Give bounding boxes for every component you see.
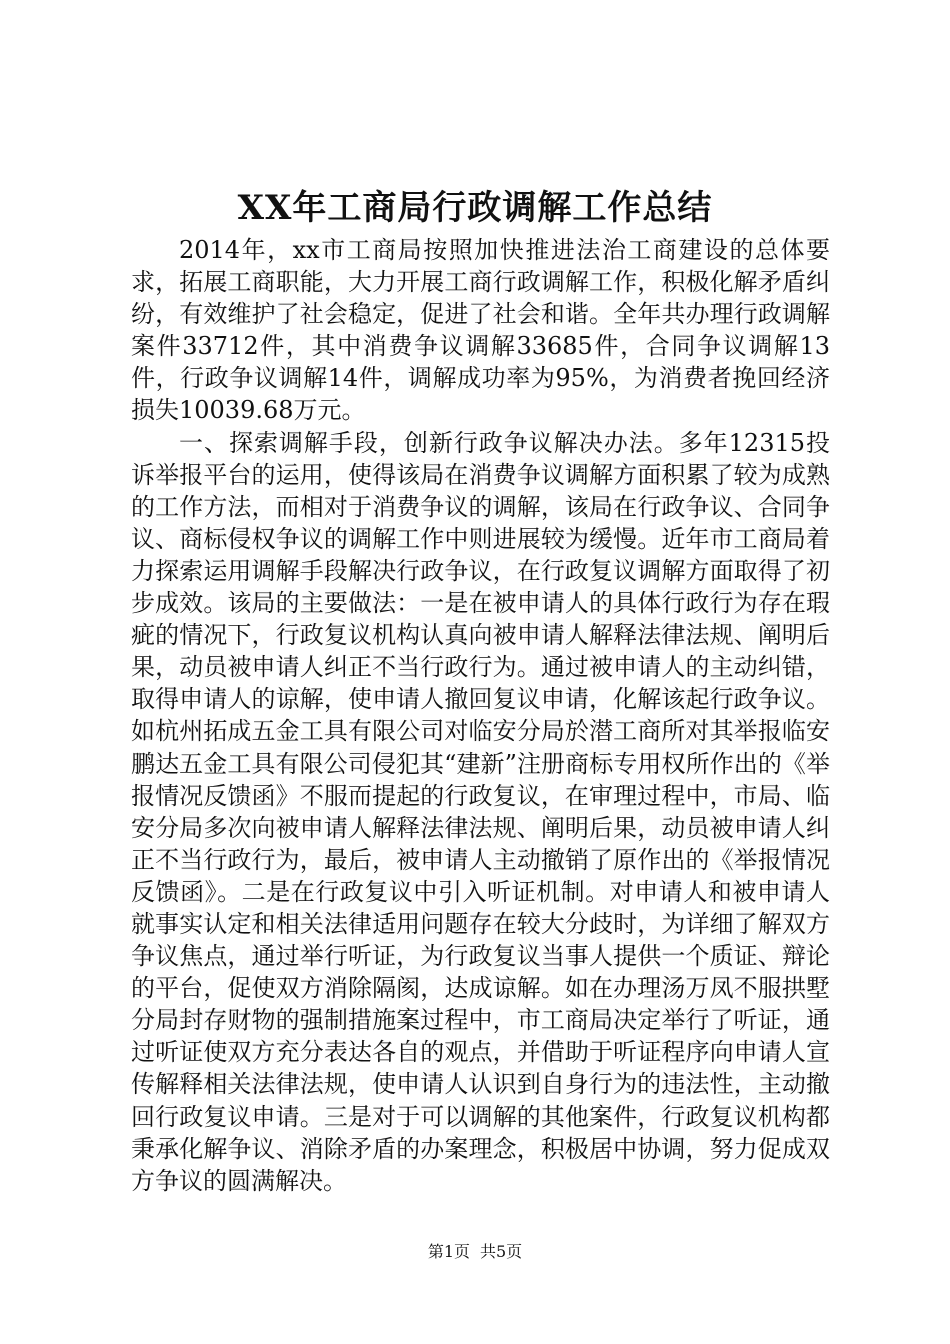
page-total: 共5页 <box>480 1242 523 1261</box>
document-title: XX年工商局行政调解工作总结 <box>237 188 713 228</box>
page-footer <box>0 1241 950 1263</box>
page-number: 第1页 <box>427 1242 470 1261</box>
paragraph-section-one: 一、探索调解手段，创新行政争议解决办法。多年12315投诉举报平台的运用，使得该局在消费争议调解方面积累了较为成熟的工作方法，而相对于消费争议的调解，该局在行政争议、合同争议、商标侵权争议的调解工作中则进展较为缓慢。近年市工商局着力探索运用调解手段解决行政争议，在行政复议调解方面取得了初步成效。该局的主要做法：一是在被申请人的具体行政行为存在瑕疵的情况下，行政复议机构认真向被申请人解释法律法规、阐明后果，动员被申请人纠正不当行政行为。通过被申请人的主动纠错，取得申请人的谅解，使申请人撤回复议申请，化解该起行政争议。如杭州拓成五金工具有限公司对临安分局於潜工商所对其举报临安鹏达五金工具有限公司侵犯其“建新”注册商标专用权所作出的《举报情况反馈函》不服而提起的行政复议，在审理过程中，市局、临安分局多次向被申请人解释法律法规、阐明后果，动员被申请人纠正不当行政行为，最后，被申请人主动撤销了原作出的《举报情况反馈函》。二是在行政复议中引入听证机制。对申请人和被申请人就事实认定和相关法律适用问题存在较大分歧时，为详细了解双方争议焦点，通过举行听证，为行政复议当事人提供一个质证、辩论的平台，促使双方消除隔阂，达成谅解。如在办理汤万凤不服拱墅分局封存财物的强制措施案过程中，市工商局决定举行了听证，通过听证使双方充分表达各自的观点，并借助于听证程序向申请人宣传解释相关法律法规，使申请人认识到自身行为的违法性，主动撤回行政复议申请。三是对于可以调解的其他案件，行政复议机构都秉承化解争议、消除矛盾的办案理念，积极居中协调，努力促成双方争议的圆满解决。 <box>131 428 830 1195</box>
paragraph-intro: 2014年，xx市工商局按照加快推进法治工商建设的总体要求，拓展工商职能，大力开展工商行政调解工作，积极化解矛盾纠纷，有效维护了社会稳定，促进了社会和谐。全年共办理行政调解案件33712件，其中消费争议调解33685件，合同争议调解13件，行政争议调解14件，调解成功率为95%，为消费者挽回经济损失10039.68万元。 <box>131 236 830 425</box>
document-body <box>131 234 830 1197</box>
